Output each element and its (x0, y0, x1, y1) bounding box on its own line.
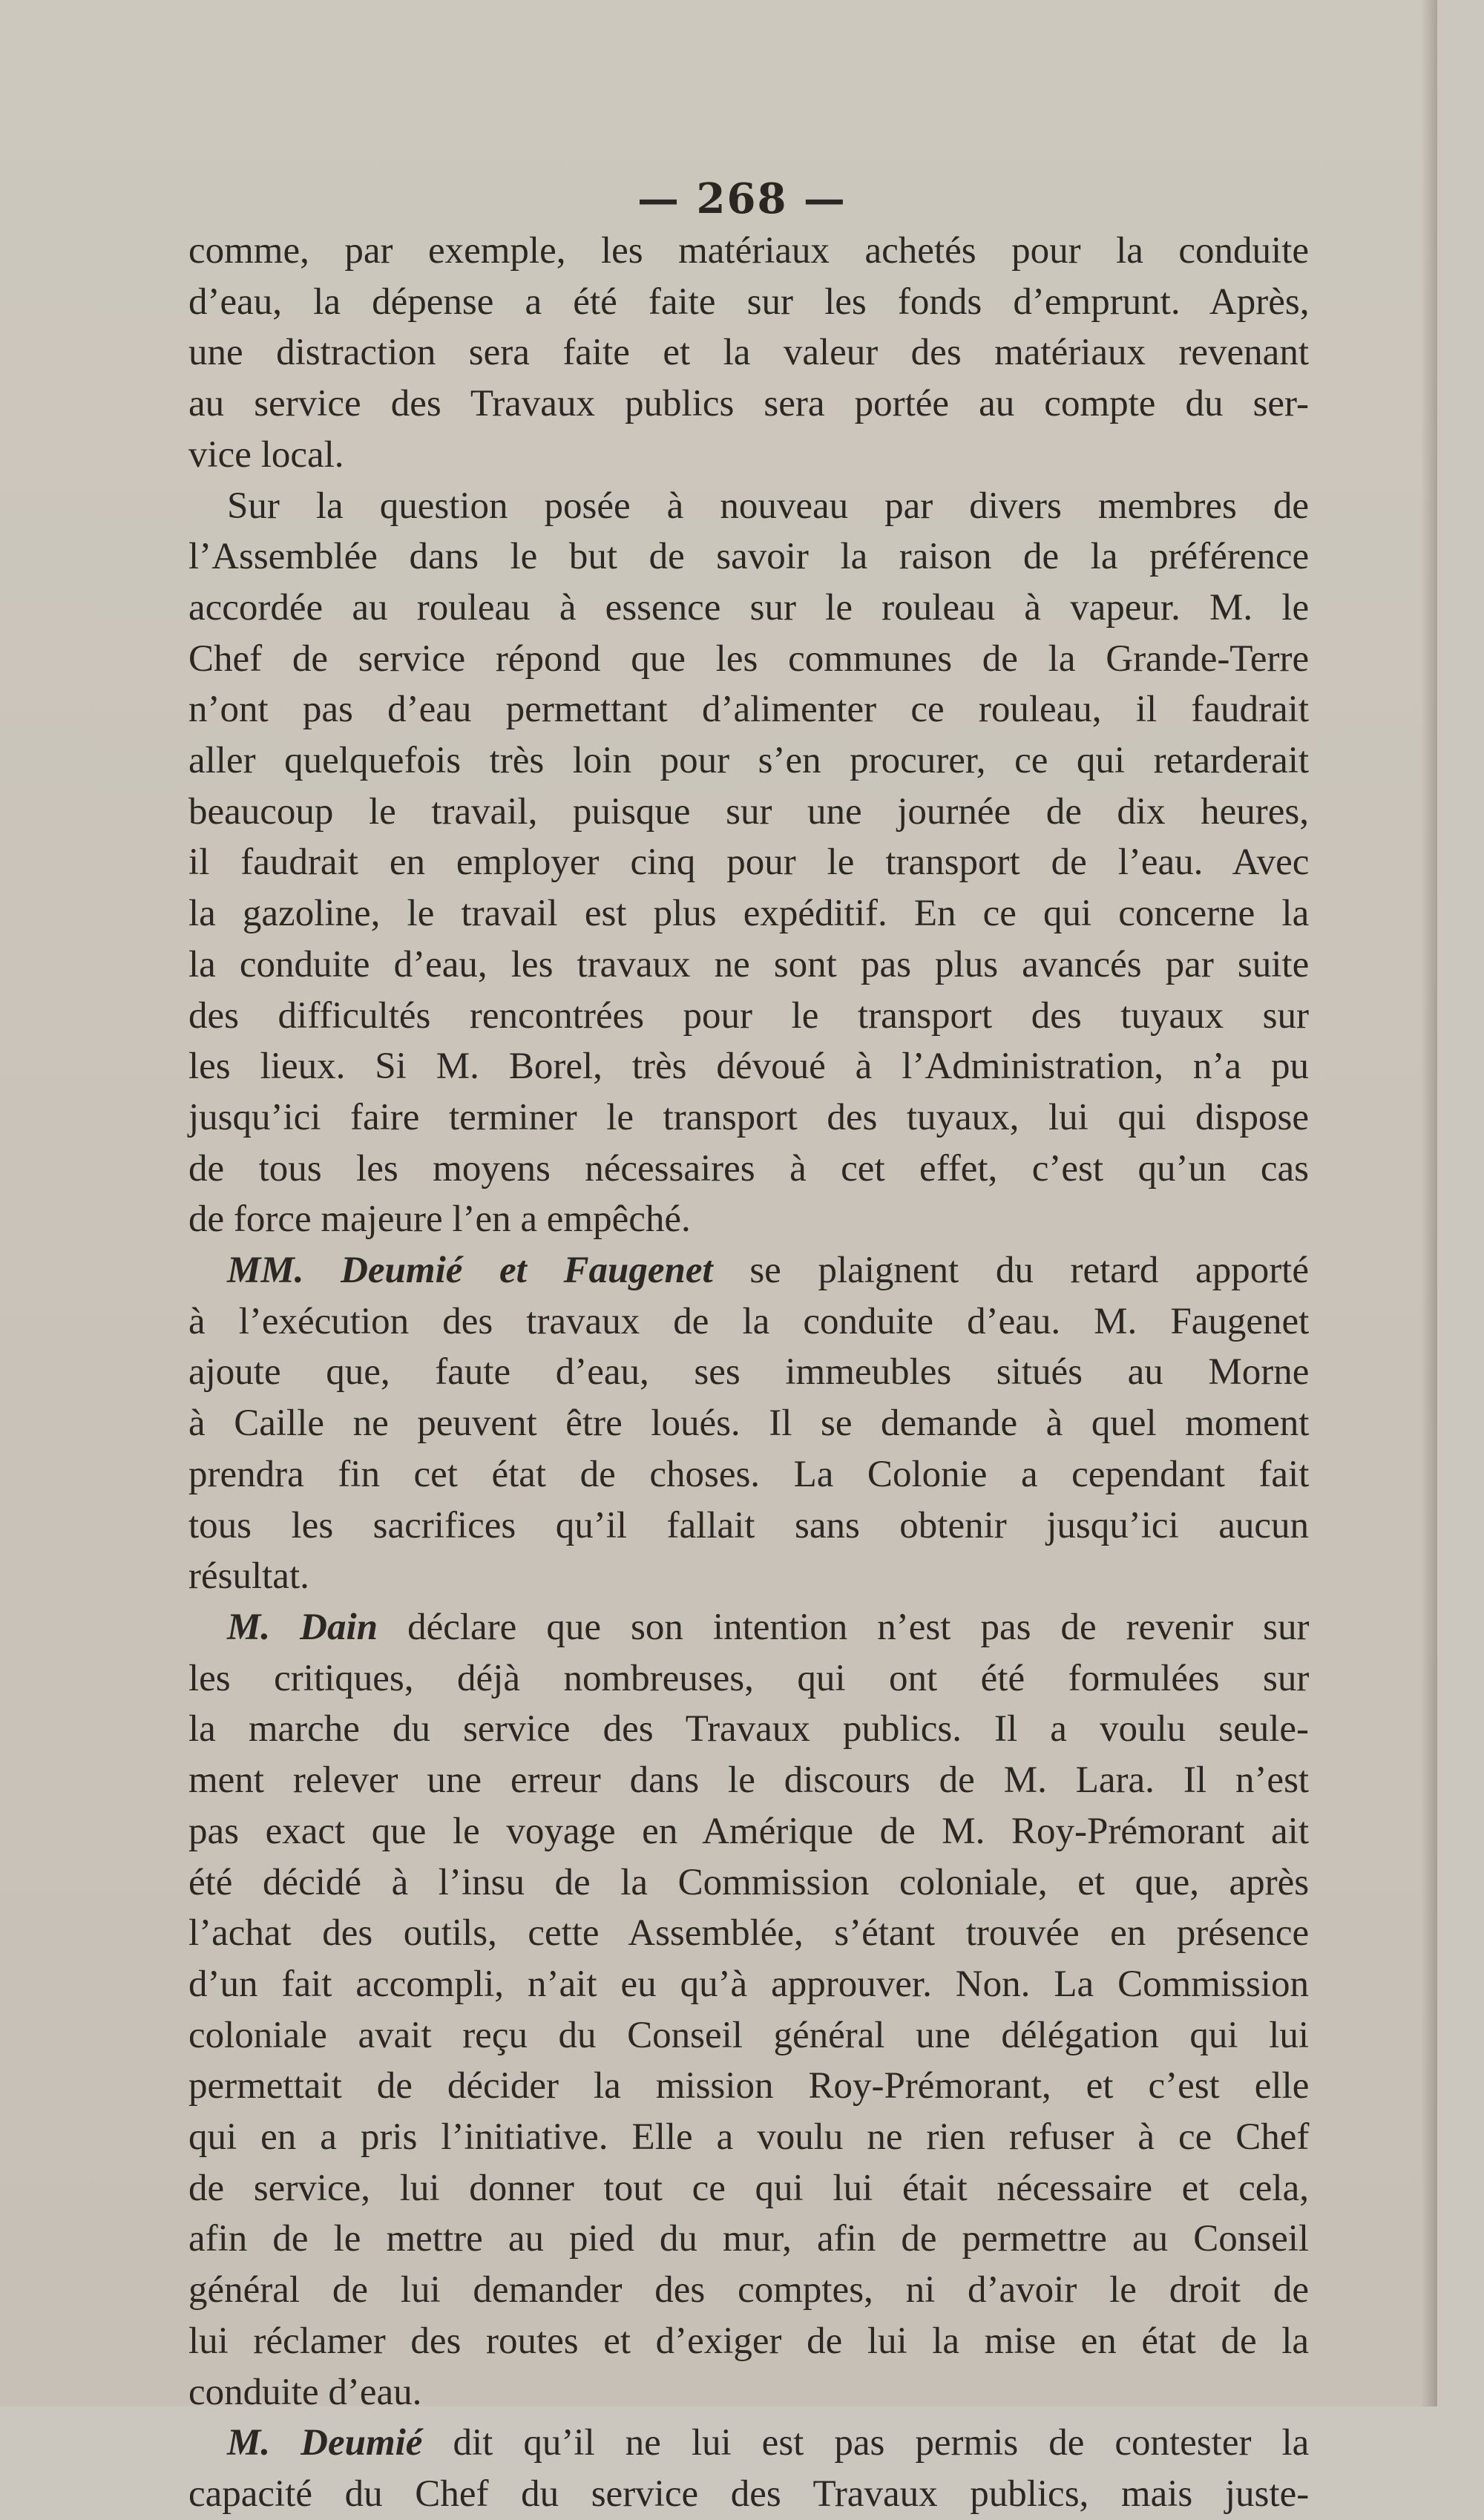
text-line: de tous les moyens nécessaires à cet effet, c’est qu’un cas (188, 1147, 1310, 1190)
text-line: lui réclamer des routes et d’exiger de lui la mise en état de la (188, 2320, 1310, 2362)
text-line: qui en a pris l’initiative. Elle a voulu ne rien refuser à ce Chef (188, 2116, 1310, 2159)
text-line: à Caille ne peuvent être loués. Il se demande à quel moment (188, 1402, 1310, 1445)
text-line: Chef de service répond que les communes de la Grande-Terre (188, 637, 1310, 680)
text-line: coloniale avait reçu du Conseil général une délégation qui lui (188, 2014, 1309, 2056)
text-line (188, 1245, 1309, 1296)
text-line: de force majeure l’en a empêché. (188, 1198, 691, 1241)
text-line: capacité du Chef du service des Travaux publics, mais juste- (188, 2473, 1310, 2515)
text-line: les lieux. Si M. Borel, très dévoué à l’Administration, n’a pu (188, 1046, 1309, 1088)
text-line: d’eau, la dépense a été faite sur les fonds d’emprunt. Après, (188, 280, 1310, 323)
speaker-name: M. Deumié (227, 2422, 423, 2464)
text-line: des difficultés rencontrées pour le transport des tuyaux sur (188, 994, 1309, 1037)
speaker-name: M. Dain (227, 1606, 378, 1648)
paragraph-5 (188, 2418, 1309, 2519)
text-line: la marche du service des Travaux publics. Il a voulu seule- (188, 1708, 1309, 1750)
paragraph-4 (188, 1602, 1309, 2418)
text-line: beaucoup le travail, puisque sur une journée de dix heures, (188, 790, 1309, 833)
text-line-content: dit qu’il ne lui est pas permis de contester la (422, 2422, 1310, 2464)
text-line: conduite d’eau. (188, 2371, 422, 2413)
text-line: n’ont pas d’eau permettant d’alimenter ce rouleau, il faudrait (188, 689, 1309, 731)
paragraph-3 (188, 1245, 1309, 1602)
text-line: il faudrait en employer cinq pour le transport de l’eau. Avec (188, 841, 1310, 884)
text-line: ajoute que, faute d’eau, ses immeubles situés au Morne (188, 1351, 1310, 1394)
text-line: comme, par exemple, les matériaux achetés pour la conduite (188, 230, 1309, 272)
text-line: la conduite d’eau, les travaux ne sont pas plus avancés par suite (188, 943, 1310, 985)
text-line (188, 481, 1309, 532)
paragraph-1 (188, 226, 1309, 481)
text-line: ment relever une erreur dans le discours de M. Lara. Il n’est (188, 1759, 1310, 1802)
text-line: les critiques, déjà nombreuses, qui ont été formulées sur (188, 1657, 1310, 1699)
text-line: à l’exécution des travaux de la conduite d’eau. M. Faugenet (188, 1300, 1310, 1342)
text-line: accordée au rouleau à essence sur le rouleau à vapeur. M. le (188, 586, 1310, 629)
text-line: tous les sacrifices qu’il fallait sans obtenir jusqu’ici aucun (188, 1504, 1310, 1546)
text-line-content: déclare que son intention n’est pas de revenir sur (378, 1606, 1310, 1648)
text-line-content: se plaignent du retard apporté (712, 1250, 1309, 1292)
text-line: l’Assemblée dans le but de savoir la raison de la préférence (188, 536, 1310, 578)
text-line: résultat. (188, 1555, 309, 1598)
speaker-name: MM. Deumié et Faugenet (227, 1250, 713, 1292)
text-line (188, 1602, 1309, 1653)
text-line: pas exact que le voyage en Amérique de M. Roy-Prémorant ait (188, 1810, 1309, 1852)
text-line: de service, lui donner tout ce qui lui était nécessaire et cela, (188, 2167, 1309, 2209)
page-edge-shadow (1421, 0, 1437, 2406)
text-line: vice local. (188, 433, 344, 476)
text-line: au service des Travaux publics sera portée au compte du ser- (188, 383, 1309, 425)
text-line: permettait de décider la mission Roy-Prémorant, et c’est elle (188, 2065, 1310, 2107)
body-text (188, 226, 1309, 2520)
text-line (188, 2418, 1309, 2469)
text-line: été décidé à l’insu de la Commission coloniale, et que, après (188, 1861, 1310, 1903)
paragraph-2 (188, 481, 1309, 1246)
text-line-content: Sur la question posée à nouveau par divers membres de (227, 485, 1309, 527)
text-line: d’un fait accompli, n’ait eu qu’à approuver. Non. La Commission (188, 1963, 1310, 2005)
text-line: jusqu’ici faire terminer le transport des tuyaux, lui qui dispose (188, 1096, 1310, 1138)
text-line: la gazoline, le travail est plus expéditif. En ce qui concerne la (188, 893, 1310, 935)
text-line: aller quelquefois très loin pour s’en procurer, ce qui retarderait (188, 740, 1310, 782)
text-line: général de lui demander des comptes, ni d’avoir le droit de (188, 2269, 1309, 2311)
text-line: une distraction sera faite et la valeur des matériaux revenant (188, 332, 1309, 374)
text-line: prendra fin cet état de choses. La Colonie a cependant fait (188, 1453, 1310, 1495)
page-number: — 268 — (637, 174, 847, 223)
text-line: l’achat des outils, cette Assemblée, s’étant trouvée en présence (188, 1912, 1310, 1955)
text-line: afin de le mettre au pied du mur, afin de permettre au Conseil (188, 2218, 1310, 2260)
